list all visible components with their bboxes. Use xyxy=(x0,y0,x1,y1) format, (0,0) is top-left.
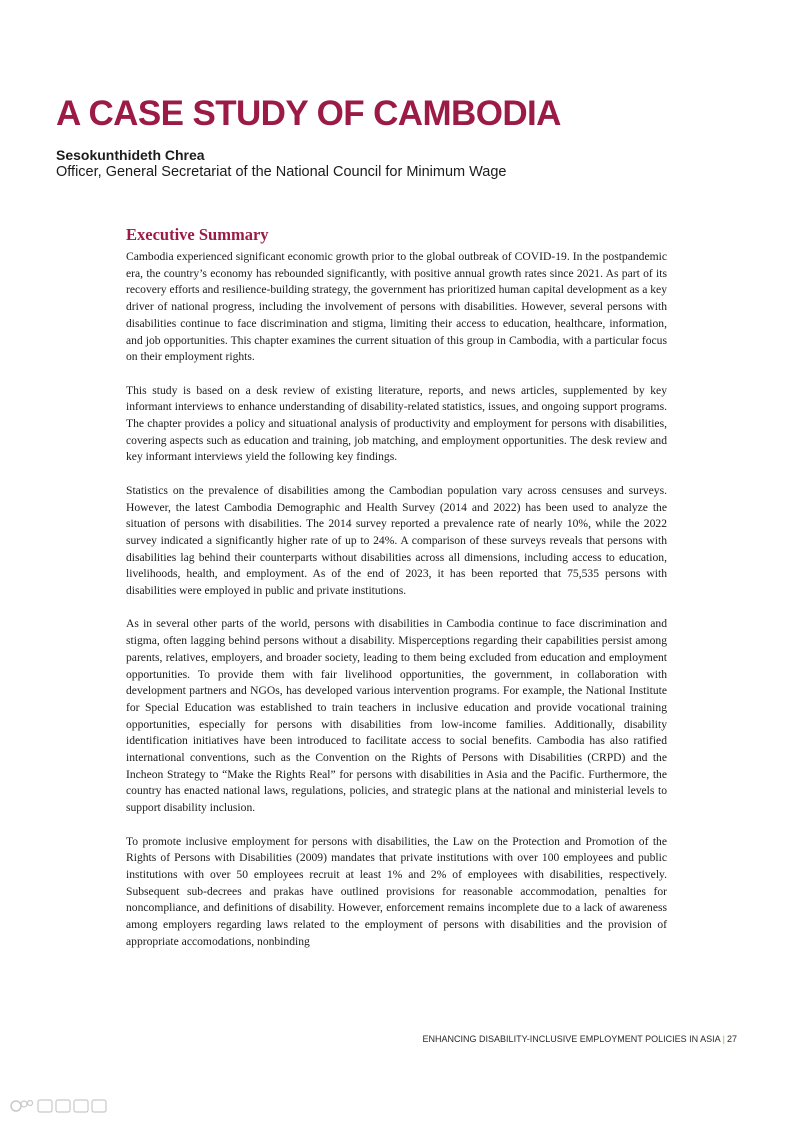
executive-summary-section xyxy=(126,225,667,950)
page-title: A CASE STUDY OF CAMBODIA xyxy=(56,94,561,133)
paragraph-1: Cambodia experienced significant economic growth prior to the global outbreak of COVID-19. In the postpandemic era, the country’s economy has rebounded significantly, with positive annual growth rates since 2021. As part of its recovery efforts and resilience-building strategy, the government has prioritized human capital development as a key driver of national progress, including the involvement of persons with disabilities. However, several persons with disabilities continue to face discrimination and stigma, limiting their access to education, healthcare, information, and job opportunities. This chapter examines the current situation of this group in Cambodia, with a particular focus on their employment rights. xyxy=(126,250,667,364)
paragraph-5: To promote inclusive employment for persons with disabilities, the Law on the Protection and Promotion of the Rights of Persons with Disabilities (2009) mandates that private institutions with over 100 employees and public institutions with over 50 employees recruit at least 1% and 2% of employees with disabilities, respectively. Subsequent sub-decrees and prakas have outlined provisions for reasonable accommodation, penalties for noncompliance, and definitions of disability. However, enforcement remains incomplete due to a lack of awareness among employers regarding laws related to the employment of persons with disabilities and the provision of appropriate accomodations, nonbinding xyxy=(126,834,667,948)
footer-separator: | xyxy=(722,1034,725,1044)
page-number: 27 xyxy=(726,1034,737,1044)
page-footer xyxy=(423,1034,737,1044)
watermark-logo-icon xyxy=(8,1095,108,1117)
author-name: Sesokunthideth Chrea xyxy=(56,147,205,163)
paragraph-3: Statistics on the prevalence of disabilities among the Cambodian population vary across censuses and surveys. However, the latest Cambodia Demographic and Health Survey (2014 and 2022) has been used to analyze the situation of persons with disabilities. The 2014 survey reported a prevalence rate of nearly 10%, while the 2022 survey indicated a significantly higher rate of up to 24%. A comparison of these surveys reveals that persons with disabilities lag behind their counterparts without disabilities across all dimensions, including access to education, livelihoods, health, and employment. As of the end of 2023, it has been reported that 75,535 persons with disabilities were employed in public and private institutions. xyxy=(126,483,667,598)
paragraph-2: This study is based on a desk review of existing literature, reports, and news articles, supplemented by key informant interviews to enhance understanding of disability-related statistics, issues, and ongoing support programs. The chapter provides a policy and situational analysis of productivity and employment for persons with disabilities, covering aspects such as education and training, job matching, and employment opportunities. The desk review and key informant interviews yield the following key findings. xyxy=(126,383,667,464)
author-role: Officer, General Secretariat of the National Council for Minimum Wage xyxy=(56,164,507,180)
running-title: ENHANCING DISABILITY-INCLUSIVE EMPLOYMENT POLICIES IN ASIA xyxy=(422,1034,721,1044)
paragraph-4: As in several other parts of the world, persons with disabilities in Cambodia continue to face discrimination and stigma, often lagging behind persons without a disability. Misperceptions regarding their capabilities persist among parents, relatives, employers, and broader society, leading to them being excluded from education and employment opportunities. To provide them with fair livelihood opportunities, the government, in collaboration with development partners and NGOs, has developed various intervention programs. For example, the National Institute for Special Education was established to train teachers in inclusive education and provide vocational training opportunities, especially for persons with disabilities from low-income families. Additionally, disability identification initiatives have been introduced to facilitate access to social benefits. Cambodia has also ratified international conventions, such as the Convention on the Rights of Persons with Disabilities (CRPD) and the Incheon Strategy to “Make the Rights Real” for persons with disabilities in Asia and the Pacific. Furthermore, the country has enacted national laws, regulations, policies, and strategic plans at the national and ministerial levels to support disability inclusion. xyxy=(126,617,667,815)
section-heading: Executive Summary xyxy=(126,225,269,244)
